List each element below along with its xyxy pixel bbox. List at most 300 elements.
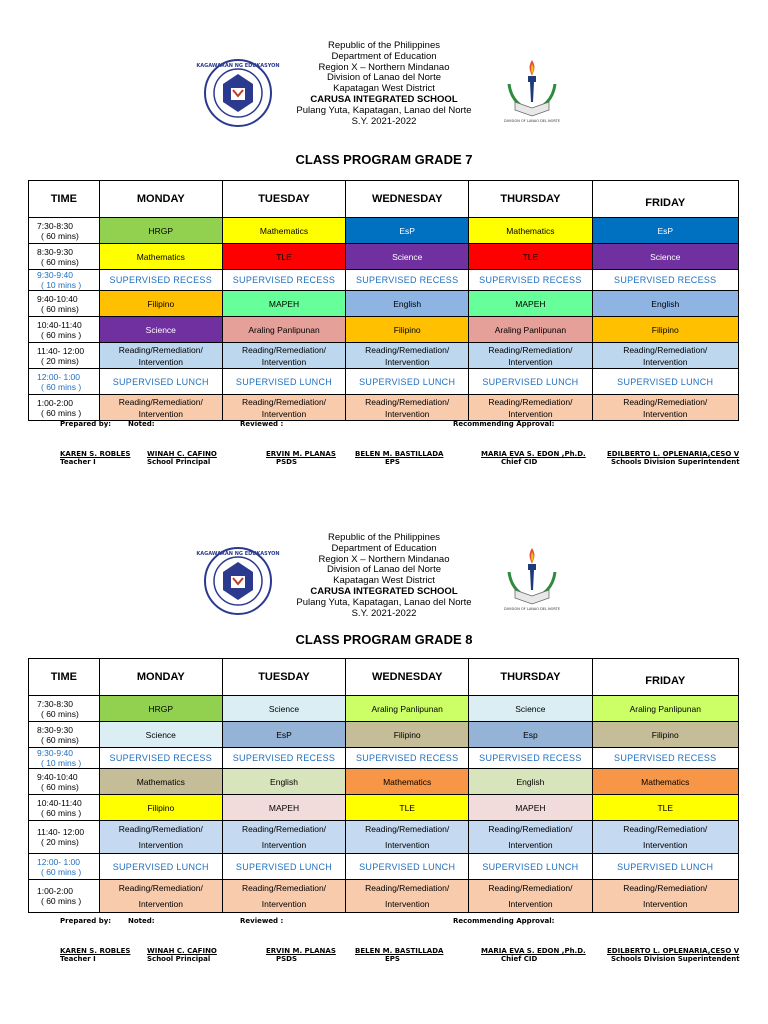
time-cell	[29, 369, 100, 395]
subject-cell	[592, 218, 739, 244]
program-title: CLASS PROGRAM GRADE 8	[295, 632, 473, 647]
subject-text: SUPERVISED LUNCH	[359, 861, 456, 872]
signatory-name: MARIA EVA S. EDON ,Ph.D.	[481, 450, 586, 458]
subject-cell	[469, 880, 592, 913]
supervised-cell	[222, 748, 345, 769]
supervised-cell	[592, 270, 739, 291]
subject-text: Intervention	[508, 899, 553, 909]
subject-text: Intervention	[261, 840, 307, 850]
subject-text: Filipino	[147, 802, 175, 813]
subject-text: Reading/Remediation/	[118, 344, 203, 355]
column-header: FRIDAY	[592, 181, 739, 218]
subject-text: SUPERVISED RECESS	[355, 753, 459, 763]
division-seal-icon	[497, 54, 567, 124]
table-row	[29, 748, 739, 769]
subject-text: SUPERVISED LUNCH	[112, 376, 209, 387]
subject-cell	[99, 696, 222, 722]
signatory	[60, 450, 130, 466]
header-line: Republic of the Philippines	[328, 532, 440, 543]
subject-text: Reading/Remediation/	[241, 396, 327, 407]
supervised-cell	[222, 369, 345, 395]
subject-cell	[592, 821, 739, 854]
subject-text: Reading/Remediation/	[488, 883, 573, 893]
subject-text: TLE	[522, 251, 539, 262]
time-text: 10:40-11:40	[37, 797, 82, 808]
subject-text: Reading/Remediation/	[488, 824, 573, 834]
table-row	[29, 769, 739, 795]
time-text: 11:40- 12:00	[37, 827, 85, 837]
column-header: TUESDAY	[222, 659, 345, 696]
school-address: Pulang Yuta, Kapatagan, Lanao del Norte	[296, 104, 472, 116]
time-text: ( 60 mins )	[41, 896, 82, 906]
subject-cell	[592, 795, 739, 821]
signatory-name: EDILBERTO L. OPLENARIA,CESO V	[607, 450, 740, 458]
subject-text: Mathematics	[136, 251, 185, 262]
subject-text: English	[516, 776, 545, 787]
header-line: Region X – Northern Mindanao	[318, 553, 450, 565]
signatory-title: Teacher I	[60, 458, 96, 466]
subject-text: Reading/Remediation/	[623, 396, 708, 407]
subject-text: Esp	[523, 729, 538, 740]
subject-text: Araling Panlipunan	[494, 324, 567, 335]
letterhead	[0, 533, 768, 619]
subject-text: SUPERVISED RECESS	[109, 753, 213, 763]
reviewed-label: Reviewed :	[240, 420, 284, 428]
signatory-title: Teacher I	[60, 955, 96, 963]
subject-cell	[592, 722, 739, 748]
table-row	[29, 722, 739, 748]
table-row	[29, 696, 739, 722]
subject-cell	[592, 395, 739, 421]
column-header: TUESDAY	[222, 181, 345, 218]
header-line: Kapatagan West District	[333, 575, 435, 587]
subject-cell	[469, 291, 592, 317]
subject-cell	[222, 218, 345, 244]
subject-text: Reading/Remediation/	[118, 396, 203, 407]
subject-cell	[469, 769, 592, 795]
subject-text: HRGP	[148, 225, 174, 236]
time-text: 11:40- 12:00	[37, 345, 85, 356]
table-row	[29, 218, 739, 244]
subject-cell	[469, 395, 592, 421]
seal-text: DIVISION OF LANAO DEL NORTE	[504, 119, 560, 123]
subject-text: Reading/Remediation/	[365, 883, 450, 893]
time-cell	[29, 880, 100, 913]
time-text: ( 60 mins)	[41, 734, 79, 745]
subject-cell	[99, 244, 222, 270]
subject-text: Intervention	[643, 840, 688, 850]
reviewed-label: Reviewed :	[240, 917, 284, 925]
subject-text: Reading/Remediation/	[241, 344, 327, 355]
subject-text: Science	[392, 251, 423, 262]
time-cell	[29, 218, 100, 244]
subject-cell	[222, 696, 345, 722]
subject-text: Reading/Remediation/	[365, 344, 450, 355]
signatory	[147, 947, 217, 963]
time-cell	[29, 244, 100, 270]
subject-text: Intervention	[138, 356, 183, 367]
signatory-name: BELEN M. BASTILLADA	[355, 947, 444, 955]
subject-cell	[592, 291, 739, 317]
subject-text: MAPEH	[268, 298, 300, 309]
subject-cell	[346, 395, 469, 421]
time-text: ( 20 mins)	[41, 837, 79, 847]
table-row	[29, 821, 739, 854]
subject-cell	[469, 821, 592, 854]
recommending-label: Recommending Approval:	[453, 420, 555, 428]
subject-text: SUPERVISED RECESS	[232, 753, 336, 763]
subject-text: Reading/Remediation/	[118, 824, 203, 834]
subject-cell	[346, 696, 469, 722]
subject-text: Intervention	[508, 356, 553, 367]
subject-text: Filipino	[393, 729, 421, 740]
subject-text: Intervention	[384, 899, 430, 909]
school-year: S.Y. 2021-2022	[351, 115, 417, 127]
subject-cell	[346, 795, 469, 821]
time-cell	[29, 722, 100, 748]
subject-cell	[469, 343, 592, 369]
column-header: TIME	[29, 659, 100, 696]
time-cell	[29, 854, 100, 880]
table-row	[29, 854, 739, 880]
subject-text: TLE	[276, 251, 292, 262]
signatory-title: EPS	[385, 458, 400, 466]
subject-cell	[346, 880, 469, 913]
time-text: 12:00- 1:00	[37, 371, 81, 382]
subject-text: Science	[515, 703, 546, 714]
subject-cell	[469, 795, 592, 821]
signatory-name: ERVIN M. PLANAS	[266, 947, 336, 955]
subject-text: MAPEH	[515, 802, 546, 813]
subject-cell	[222, 395, 345, 421]
time-cell	[29, 821, 100, 854]
subject-text: Araling Panlipunan	[248, 324, 320, 335]
noted-label: Noted:	[128, 917, 155, 925]
subject-text: Mathematics	[641, 776, 690, 787]
subject-text: SUPERVISED LUNCH	[482, 861, 579, 872]
subject-text: Science	[145, 324, 176, 335]
subject-text: SUPERVISED RECESS	[109, 275, 213, 285]
subject-text: TLE	[399, 802, 415, 813]
signatory-name: WINAH C. CAFINO	[147, 947, 217, 955]
subject-text: Science	[650, 251, 681, 262]
subject-text: Filipino	[393, 324, 421, 335]
subject-cell	[99, 821, 222, 854]
signatory-title: School Principal	[147, 955, 211, 963]
school-year: S.Y. 2021-2022	[351, 607, 417, 619]
subject-text: SUPERVISED LUNCH	[112, 861, 209, 872]
signatory-title: Chief CID	[501, 458, 538, 466]
signatory	[266, 947, 336, 963]
table-row	[29, 270, 739, 291]
subject-text: Mathematics	[136, 776, 185, 787]
time-text: 7:30-8:30	[37, 220, 73, 231]
signatory-name: MARIA EVA S. EDON ,Ph.D.	[481, 947, 586, 955]
signatory-name: KAREN S. ROBLES	[60, 947, 131, 955]
header-row	[29, 659, 739, 696]
time-text: ( 60 mins)	[41, 781, 79, 792]
subject-text: Intervention	[508, 840, 553, 850]
subject-cell	[222, 291, 345, 317]
subject-cell	[592, 696, 739, 722]
time-text: ( 60 mins )	[41, 381, 82, 392]
header-line: Department of Education	[331, 542, 437, 554]
table-row	[29, 291, 739, 317]
signatory-title: PSDS	[276, 955, 298, 963]
subject-text: Filipino	[147, 298, 175, 309]
subject-text: Reading/Remediation/	[365, 824, 450, 834]
signatory	[355, 450, 443, 466]
subject-text: SUPERVISED LUNCH	[359, 376, 456, 387]
supervised-cell	[469, 270, 592, 291]
subject-cell	[99, 317, 222, 343]
division-seal-icon	[497, 542, 567, 612]
subject-text: Mathematics	[259, 225, 309, 236]
subject-text: Intervention	[138, 840, 183, 850]
subject-text: SUPERVISED RECESS	[614, 753, 717, 763]
header-line: Division of Lanao del Norte	[326, 72, 442, 84]
header-line: Kapatagan West District	[333, 83, 435, 95]
time-cell	[29, 395, 100, 421]
school-address: Pulang Yuta, Kapatagan, Lanao del Norte	[296, 596, 472, 608]
signatory	[481, 947, 586, 963]
signatory-name: KAREN S. ROBLES	[60, 450, 131, 458]
table-row	[29, 369, 739, 395]
subject-text: Reading/Remediation/	[365, 396, 450, 407]
school-name: CARUSA INTEGRATED SCHOOL	[310, 585, 458, 597]
subject-cell	[222, 317, 345, 343]
subject-text: Intervention	[261, 408, 307, 419]
subject-text: MAPEH	[268, 802, 300, 813]
subject-text: SUPERVISED LUNCH	[617, 376, 714, 387]
supervised-cell	[592, 369, 739, 395]
signatory	[607, 947, 740, 963]
subject-text: Intervention	[508, 408, 553, 419]
column-header: THURSDAY	[469, 659, 592, 696]
subject-cell	[592, 317, 739, 343]
subject-text: MAPEH	[515, 298, 546, 309]
subject-text: SUPERVISED RECESS	[355, 275, 459, 285]
signatory-title: Schools Division Superintendent	[611, 955, 740, 963]
time-text: 1:00-2:00	[37, 397, 73, 408]
subject-cell	[222, 795, 345, 821]
subject-text: Araling Panlipunan	[371, 703, 443, 714]
table-row	[29, 244, 739, 270]
subject-text: SUPERVISED RECESS	[479, 753, 582, 763]
deped-seal-icon	[196, 58, 280, 128]
column-header: MONDAY	[99, 181, 222, 218]
subject-cell	[346, 291, 469, 317]
table-row	[29, 343, 739, 369]
subject-cell	[592, 880, 739, 913]
supervised-cell	[99, 854, 222, 880]
subject-cell	[469, 218, 592, 244]
time-text: 9:40-10:40	[37, 771, 78, 782]
time-text: 1:00-2:00	[37, 886, 73, 896]
subject-cell	[469, 244, 592, 270]
time-cell	[29, 769, 100, 795]
subject-cell	[346, 769, 469, 795]
subject-cell	[592, 769, 739, 795]
column-header: FRIDAY	[592, 659, 739, 696]
letterhead	[0, 41, 768, 127]
subject-text: SUPERVISED LUNCH	[235, 861, 333, 872]
subject-text: Reading/Remediation/	[241, 883, 327, 893]
signatory-title: Chief CID	[501, 955, 538, 963]
subject-text: SUPERVISED LUNCH	[235, 376, 333, 387]
time-text: ( 10 mins )	[41, 758, 82, 768]
time-text: 12:00- 1:00	[37, 856, 81, 867]
subject-cell	[99, 343, 222, 369]
subject-cell	[222, 769, 345, 795]
supervised-cell	[346, 748, 469, 769]
signatory-name: EDILBERTO L. OPLENARIA,CESO V	[607, 947, 740, 955]
signatory	[607, 450, 740, 466]
subject-cell	[346, 317, 469, 343]
subject-cell	[99, 218, 222, 244]
seal-text: KAGAWARAN NG EDUKASYON	[196, 551, 280, 557]
subject-cell	[346, 343, 469, 369]
subject-text: Filipino	[651, 729, 679, 740]
time-text: 8:30-9:30	[37, 724, 73, 735]
signatory-name: ERVIN M. PLANAS	[266, 450, 336, 458]
time-text: ( 60 mins)	[41, 230, 79, 241]
subject-text: Reading/Remediation/	[623, 883, 708, 893]
time-cell	[29, 270, 100, 291]
seal-text: KAGAWARAN NG EDUKASYON	[196, 63, 280, 69]
signatory-name: BELEN M. BASTILLADA	[355, 450, 444, 458]
subject-cell	[346, 218, 469, 244]
time-cell	[29, 317, 100, 343]
seal-text: DIVISION OF LANAO DEL NORTE	[504, 607, 560, 611]
subject-text: EsP	[399, 225, 415, 236]
table-row	[29, 317, 739, 343]
header-line: Division of Lanao del Norte	[326, 564, 442, 576]
time-text: ( 60 mins )	[41, 807, 82, 818]
subject-cell	[99, 880, 222, 913]
signatory-name: WINAH C. CAFINO	[147, 450, 217, 458]
subject-cell	[592, 244, 739, 270]
time-text: 9:30-9:40	[37, 270, 73, 280]
time-text: ( 60 mins)	[41, 256, 79, 267]
header-line: Republic of the Philippines	[328, 40, 440, 51]
signatory	[355, 947, 443, 963]
subject-text: Reading/Remediation/	[488, 396, 573, 407]
supervised-cell	[99, 369, 222, 395]
table-row	[29, 795, 739, 821]
subject-cell	[99, 769, 222, 795]
subject-cell	[592, 343, 739, 369]
subject-text: Intervention	[384, 408, 430, 419]
subject-text: Intervention	[138, 408, 183, 419]
supervised-cell	[469, 748, 592, 769]
subject-text: English	[651, 298, 680, 309]
subject-text: Intervention	[138, 899, 183, 909]
time-text: 7:30-8:30	[37, 698, 73, 709]
subject-cell	[99, 395, 222, 421]
supervised-cell	[346, 854, 469, 880]
subject-cell	[99, 722, 222, 748]
column-header: WEDNESDAY	[346, 659, 469, 696]
subject-cell	[222, 343, 345, 369]
time-text: ( 20 mins)	[41, 355, 79, 366]
signatory-title: Schools Division Superintendent	[611, 458, 740, 466]
class-program-table	[28, 180, 739, 421]
subject-text: Intervention	[261, 356, 307, 367]
subject-text: SUPERVISED RECESS	[479, 275, 582, 285]
supervised-cell	[592, 748, 739, 769]
column-header: MONDAY	[99, 659, 222, 696]
table-row	[29, 395, 739, 421]
subject-text: Araling Panlipunan	[629, 703, 701, 714]
subject-text: Reading/Remediation/	[241, 824, 327, 834]
time-text: ( 10 mins )	[41, 280, 82, 290]
subject-text: Intervention	[384, 840, 430, 850]
supervised-cell	[99, 270, 222, 291]
column-header: WEDNESDAY	[346, 181, 469, 218]
time-text: ( 60 mins)	[41, 708, 79, 719]
subject-cell	[99, 291, 222, 317]
signatory	[60, 947, 130, 963]
signatory-title: EPS	[385, 955, 400, 963]
school-name: CARUSA INTEGRATED SCHOOL	[310, 93, 458, 105]
subject-text: Intervention	[643, 356, 688, 367]
time-text: 10:40-11:40	[37, 319, 82, 330]
supervised-cell	[99, 748, 222, 769]
subject-text: SUPERVISED LUNCH	[482, 376, 579, 387]
subject-text: Intervention	[384, 356, 430, 367]
time-cell	[29, 748, 100, 769]
time-cell	[29, 291, 100, 317]
subject-text: Reading/Remediation/	[488, 344, 573, 355]
program-title: CLASS PROGRAM GRADE 7	[295, 152, 473, 167]
subject-cell	[222, 244, 345, 270]
subject-cell	[99, 795, 222, 821]
signatory	[266, 450, 336, 466]
subject-text: SUPERVISED RECESS	[232, 275, 336, 285]
supervised-cell	[222, 270, 345, 291]
prepared-by-label: Prepared by:	[60, 420, 112, 428]
subject-cell	[222, 821, 345, 854]
subject-text: English	[270, 776, 298, 787]
noted-label: Noted:	[128, 420, 155, 428]
time-cell	[29, 696, 100, 722]
subject-text: Reading/Remediation/	[623, 824, 708, 834]
time-text: 9:30-9:40	[37, 748, 73, 758]
column-header: TIME	[29, 181, 100, 218]
subject-text: Mathematics	[383, 776, 432, 787]
column-header: THURSDAY	[469, 181, 592, 218]
subject-text: Intervention	[261, 899, 307, 909]
subject-cell	[346, 821, 469, 854]
subject-cell	[469, 696, 592, 722]
deped-seal-icon	[196, 546, 280, 616]
subject-text: EsP	[276, 729, 292, 740]
subject-text: EsP	[657, 225, 674, 236]
supervised-cell	[346, 270, 469, 291]
supervised-cell	[592, 854, 739, 880]
signatory-title: PSDS	[276, 458, 298, 466]
subject-text: Intervention	[643, 408, 688, 419]
signatory-title: School Principal	[147, 458, 211, 466]
time-text: ( 60 mins )	[41, 329, 82, 340]
subject-text: English	[393, 298, 422, 309]
subject-text: SUPERVISED RECESS	[614, 275, 717, 285]
subject-text: SUPERVISED LUNCH	[617, 861, 714, 872]
class-program-table	[28, 658, 739, 913]
time-cell	[29, 343, 100, 369]
subject-text: Science	[145, 729, 176, 740]
